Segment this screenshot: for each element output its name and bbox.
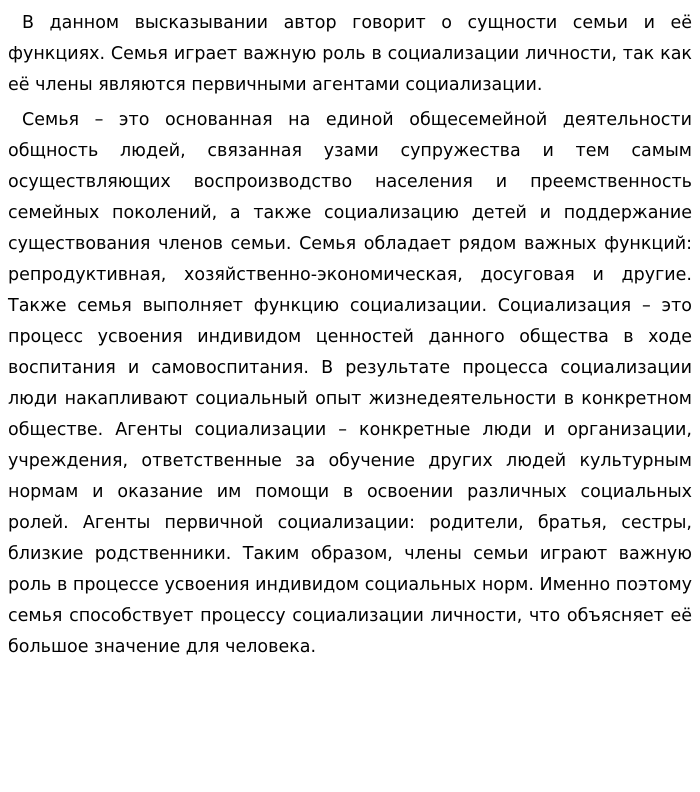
- essay-text: [8, 8, 692, 667]
- main-paragraph: Семья – это основанная на единой общесемейной деятельности общность людей, связанная узами супружества и тем самым осуществляющих воспроизводство населения и преемственность семейных поколений, а также социализацию детей и поддержание существования членов семьи. Семья обладает рядом важных функций: репродуктивная, хозяйственно-экономическая, досуговая и другие. Также семья выполняет функцию социализации. Социализация – это процесс усвоения индивидом ценностей данного общества в ходе воспитания и самовоспитания. В результате процесса социализации люди накапливают социальный опыт жизнедеятельности в конкретном обществе. Агенты социализации – конкретные люди и организации, учреждения, ответственные за обучение других людей культурным нормам и оказание им помощи в освоении различных социальных ролей. Агенты первичной социализации: родители, братья, сестры, близкие родственники. Таким образом, члены семьи играют важную роль в процессе усвоения индивидом социальных норм. Именно поэтому семья способствует процессу социализации личности, что объясняет её большое значение для человека.: [8, 110, 692, 657]
- intro-paragraph: В данном высказывании автор говорит о сущности семьи и её функциях. Семья играет важную роль в социализации личности, так как её члены являются первичными агентами социализации.: [8, 13, 692, 95]
